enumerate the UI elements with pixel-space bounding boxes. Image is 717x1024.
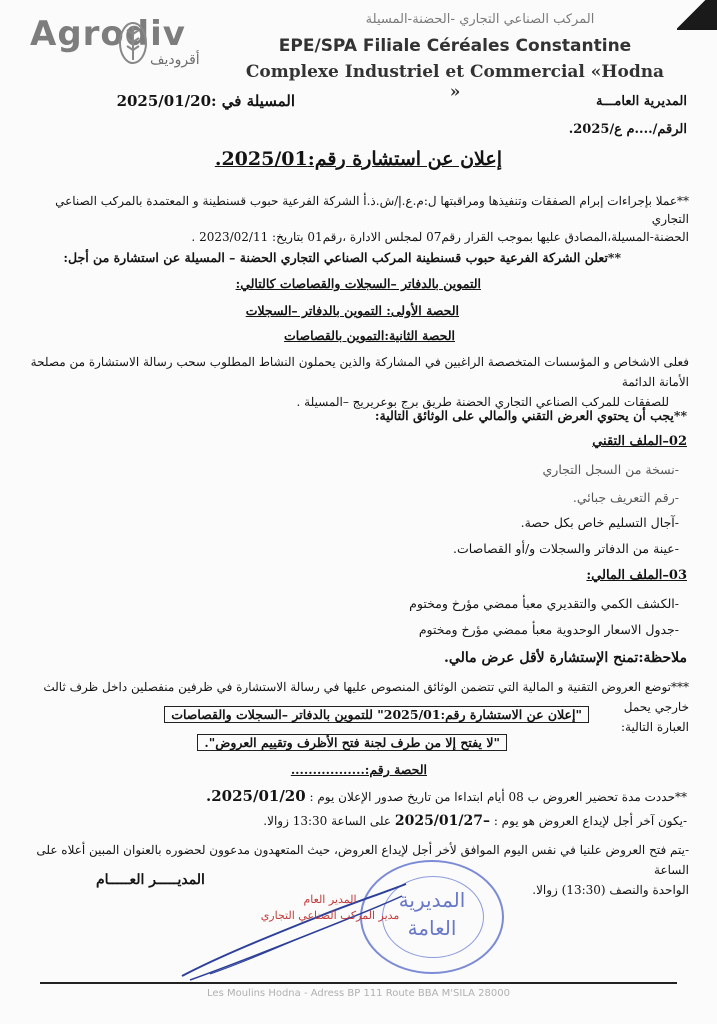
footer-divider [40,982,677,984]
eligibility-line-1: فعلى الاشخاص و المؤسسات المتخصصة الراغبين في المشاركة والذين يحملون النشاط المطلوب سحب رسالة الاستشارة من مصلحة الأمانة الدائمة [30,355,689,389]
lot-number: الحصة رقم:................. [290,762,427,777]
publication-date: 2025/01/20. [205,787,306,805]
eligibility-line-2: للصفقات للمركب الصناعي التجاري الحضنة طريق برج بوعريريج –المسيلة . [296,395,669,409]
stamp-line-2: العامة [407,916,457,940]
corner-mark [677,0,717,30]
opening-line-1: -يتم فتح العروض علنيا في نفس اليوم الموافق لأخر أجل لإيداع العروض، حيث المتعهدون مدعوون لحضوره بالعنوان المبين أعلاه على الساعة [36,843,689,877]
reference [569,122,687,137]
signer-name: المدير العام [303,893,357,906]
deadline-date: –2025/01/27 [394,813,490,829]
announcement-line: **تعلن الشركة الفرعية حبوب قسنطينة المركب الصناعي التجاري الحضنة – المسيلة عن استشارة من أجل: [63,250,621,265]
deadline-line [263,813,687,829]
note: ملاحظة:تمنح الإستشارة لأقل عرض مالي. [444,650,687,666]
envelope-box-2: "لا يفتح إلا من طرف لجنة فتح الأظرف وتقييم العروض". [197,734,507,751]
envelope-label: العبارة التالية: [621,720,689,734]
envelope-box-1: "إعلان عن الاستشارة رقم:2025/01" للتموين بالدفاتر –السجلات والقصاصات [164,706,589,723]
deadline-time: على الساعة 13:30 زوالا. [263,814,392,828]
financial-file-heading: 03–الملف المالي: [586,568,687,583]
tech-item: -رقم التعريف جبائي. [572,490,679,505]
directorate: المديرية العامـــة [596,94,687,109]
header-arabic: المركب الصناعي التجاري -الحضنة-المسيلة [365,12,595,27]
stamp-line-1: المديرية [398,888,466,912]
duration-text: **حددت مدة تحضير العروض ب 08 أيام ابتداءا من تاريخ صدور الإعلان يوم : [309,790,687,804]
deadline-text: -يكون آخر أجل لإيداع العروض هو يوم : [493,814,687,828]
signer-role: مدير المركب الصناعي التجاري [260,909,400,922]
signatory-title: المديـــــر العـــــام [96,872,205,888]
ref-value: /....م ع/2025. [568,122,658,137]
eligibility-paragraph [24,352,689,412]
fin-item: -جدول الاسعار الوحدوية معبأ ممضي مؤرخ ومختوم [418,622,679,637]
company-logo [22,14,212,74]
tech-item: -آجال التسليم خاص بكل حصة. [520,515,679,530]
place-label: المسيلة في : [211,92,295,110]
footer-address: Les Moulins Hodna - Adress BP 111 Route BBA M'SILA 28000 [207,988,510,999]
logo-arabic: أقروديف [150,52,200,68]
intro-paragraph [24,192,689,246]
place-date [117,92,295,110]
docs-heading: **يجب أن يحتوي العرض التقني والمالي على الوثائق التالية: [374,408,687,423]
lot-2: الحصة الثانية:التموين بالقصاصات [283,328,455,343]
doc-date: 2025/01/20 [116,92,212,110]
intro-line-2: الحضنة-المسيلة،المصادق عليها بموجب القرار رقم07 لمجلس الادارة ،رقم01 بتاريخ: 2023/02/11 . [191,230,689,244]
wheat-icon [118,20,148,66]
tech-item: -نسخة من السجل التجاري [542,462,679,477]
lot-1: الحصة الأولى: التموين بالدفاتر –السجلات [245,303,459,318]
tech-file-heading: 02–الملف التقني [592,434,687,449]
fin-item: -الكشف الكمي والتقديري معبأ ممضي مؤرخ ومختوم [409,596,679,611]
duration-line [206,787,687,805]
envelope-line-1: ***توضع العروض التقنية و المالية التي تتضمن الوثائق المنصوص عليها في رسالة الاستشارة في ظرفين منفصلين داخل ظرف ثالث خارجي يحمل [43,680,689,714]
intro-line-1: **عملا بإجراءات إبرام الصفقات وتنفيذها ومراقبتها ل:م.ع.إ/ش.ذ.أ الشركة الفرعية حبوب قسنطينة و المعتمدة بالمركب الصناعي التجاري [55,194,689,226]
signer-block [260,892,400,924]
ref-label: الرقم [657,122,687,137]
header-complex: Complexe Industriel et Commercial «Hodna » [245,62,665,102]
header-company: EPE/SPA Filiale Céréales Constantine [278,36,632,56]
page-title: إعلان عن استشارة رقم:2025/01. [214,148,502,170]
logo-text: Agrodiv [30,14,186,54]
opening-line-2: الواحدة والنصف (13:30) زوالا. [532,883,689,897]
tech-item: -عينة من الدفاتر والسجلات و/أو القصاصات. [453,541,679,556]
supply-main: التموين بالدفاتر –السجلات والقصاصات كالتالي: [235,276,481,291]
